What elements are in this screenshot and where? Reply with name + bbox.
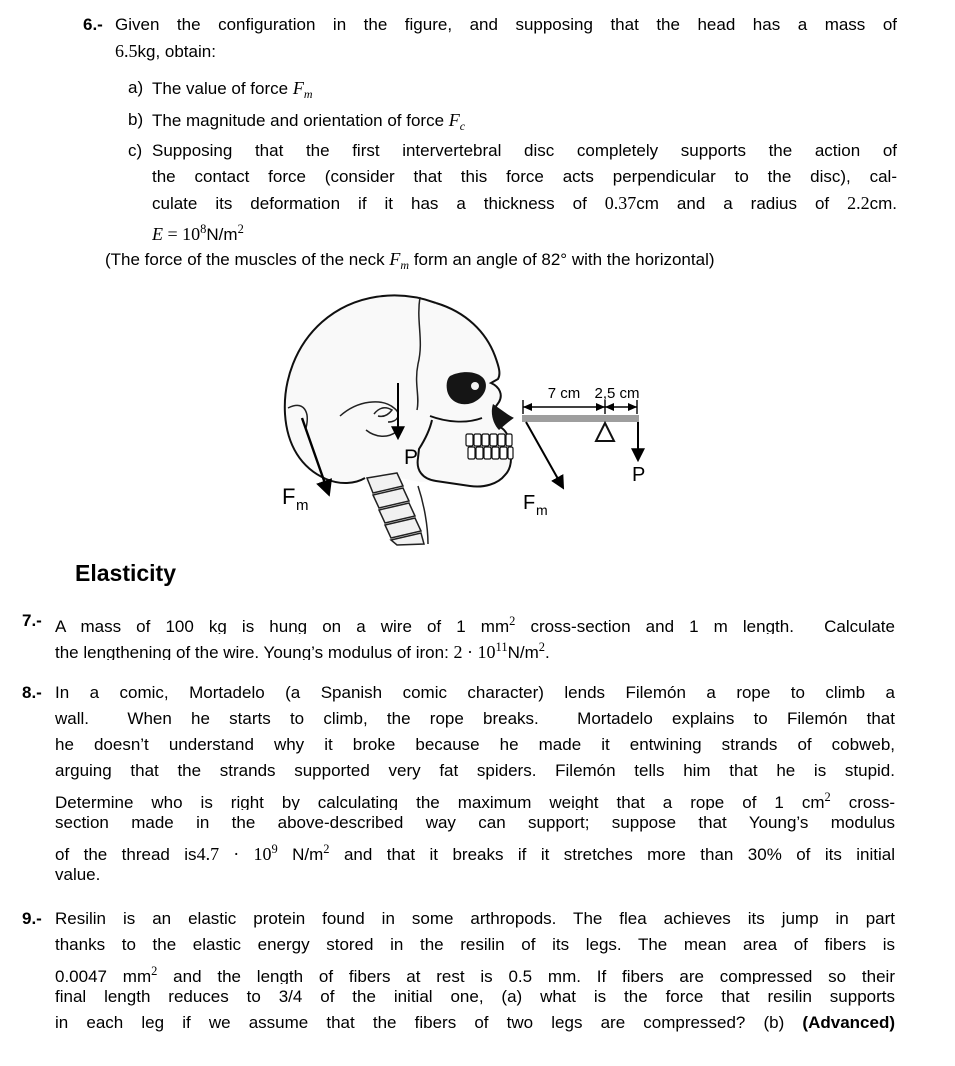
problem-6 <box>83 12 897 64</box>
text-line: final length reduces to 3/4 of the initial one, (a) what is the force that resilin supports <box>55 987 895 1006</box>
dimension-left-label: 7 cm <box>547 385 581 402</box>
problem-7 <box>22 608 895 660</box>
weight-label: P <box>404 446 419 469</box>
problem-6-number: 6.- <box>83 15 103 34</box>
muscle-force-subscript: m <box>536 502 548 518</box>
dimension-line <box>523 400 637 414</box>
text-line: In a comic, Mortadelo (a Spanish comic character) lends Filemón a rope to climb a <box>55 683 895 702</box>
text-line: Supposing that the first intervertebral disc completely supports the action of <box>152 141 897 160</box>
text-line: The value of force $F_m$ <box>152 78 313 101</box>
text-line: of the thread $is4.7 \cdot 10^9$ $N/m^2$ and that it breaks if it stretches more than 30% of its initial <box>55 842 895 862</box>
text-line: section made in the above-described way can support; suppose that Young’s modulus <box>55 813 895 832</box>
fulcrum-triangle <box>596 423 614 441</box>
text-line: (The force of the muscles of the neck $F_m$ form an angle of 82° with the horizontal) <box>105 249 715 272</box>
problem-9-number: 9.- <box>22 909 42 928</box>
problem-6-item-a <box>128 75 897 101</box>
lever-diagram <box>505 376 685 521</box>
text-line: 6.5kg, obtain: <box>115 41 216 61</box>
cervical-vertebrae <box>367 473 424 545</box>
lever-bar <box>522 415 639 422</box>
section-heading-elasticity: Elasticity <box>75 560 176 586</box>
item-label-a: a) <box>128 78 144 97</box>
problem-6-item-b <box>128 107 897 133</box>
text-line: in each leg if we assume that the fibers of two legs are compressed? (b) (Advanced) <box>55 1013 895 1032</box>
text-line: A mass of 100 kg is hung on a wire of 1 $mm^2$ cross-section and 1 m length. Calculate <box>55 614 895 634</box>
muscle-force-label: F <box>282 484 296 509</box>
weight-label: P <box>632 464 646 486</box>
eye-highlight <box>471 382 479 390</box>
text-line: value. <box>55 865 101 884</box>
text-line: The magnitude and orientation of force $F_c$ <box>152 110 466 133</box>
text-line: thanks to the elastic energy stored in the resilin of its legs. The mean area of fibers is <box>55 935 895 954</box>
figure <box>0 288 955 546</box>
muscle-force-label: F <box>523 492 536 514</box>
dimension-right-label: 2,5 cm <box>594 385 640 402</box>
text-line: the contact force (consider that this force acts perpendicular to the disc), cal- <box>152 167 897 186</box>
text-line: Resilin is an elastic protein found in some arthropods. The flea achieves its jump in part <box>55 909 895 928</box>
problem-6-item-c <box>128 138 897 242</box>
muscle-force-arrow <box>526 422 562 486</box>
text-line: he doesn’t understand why it broke because he made it entwining strands of cobweb, <box>55 735 895 754</box>
problem-8-number: 8.- <box>22 683 42 702</box>
text-line: $E = 10^8N/m^2$ <box>152 222 244 242</box>
problem-6-note <box>105 246 915 272</box>
text-line: arguing that the strands supported very fat spiders. Filemón tells him that he is stupid. <box>55 761 895 780</box>
text-line: 0.0047 $mm^2$ and the length of fibers at rest is 0.5 mm. If fibers are compressed so their <box>55 964 895 984</box>
text-line: culate its deformation if it has a thickness of 0.37cm and a radius of 2.2cm. <box>152 193 897 213</box>
text-line: Given the configuration in the figure, and supposing that the head has a mass of <box>115 15 897 34</box>
item-label-b: b) <box>128 110 144 129</box>
muscle-force-subscript: m <box>296 497 309 514</box>
problem-9 <box>22 906 895 1036</box>
text-line: the lengthening of the wire. Young’s modulus of iron: $2 \cdot 10^{11}N/m^2$. <box>55 640 550 660</box>
text-line: wall. When he starts to climb, the rope breaks. Mortadelo explains to Filemón that <box>55 709 895 728</box>
text-line: Determine who is right by calculating the maximum weight that a rope of 1 $cm^2$ cross- <box>55 790 895 810</box>
problem-8 <box>22 680 895 888</box>
skull-figure <box>270 288 520 546</box>
item-label-c: c) <box>128 141 143 160</box>
problem-7-number: 7.- <box>22 611 42 630</box>
